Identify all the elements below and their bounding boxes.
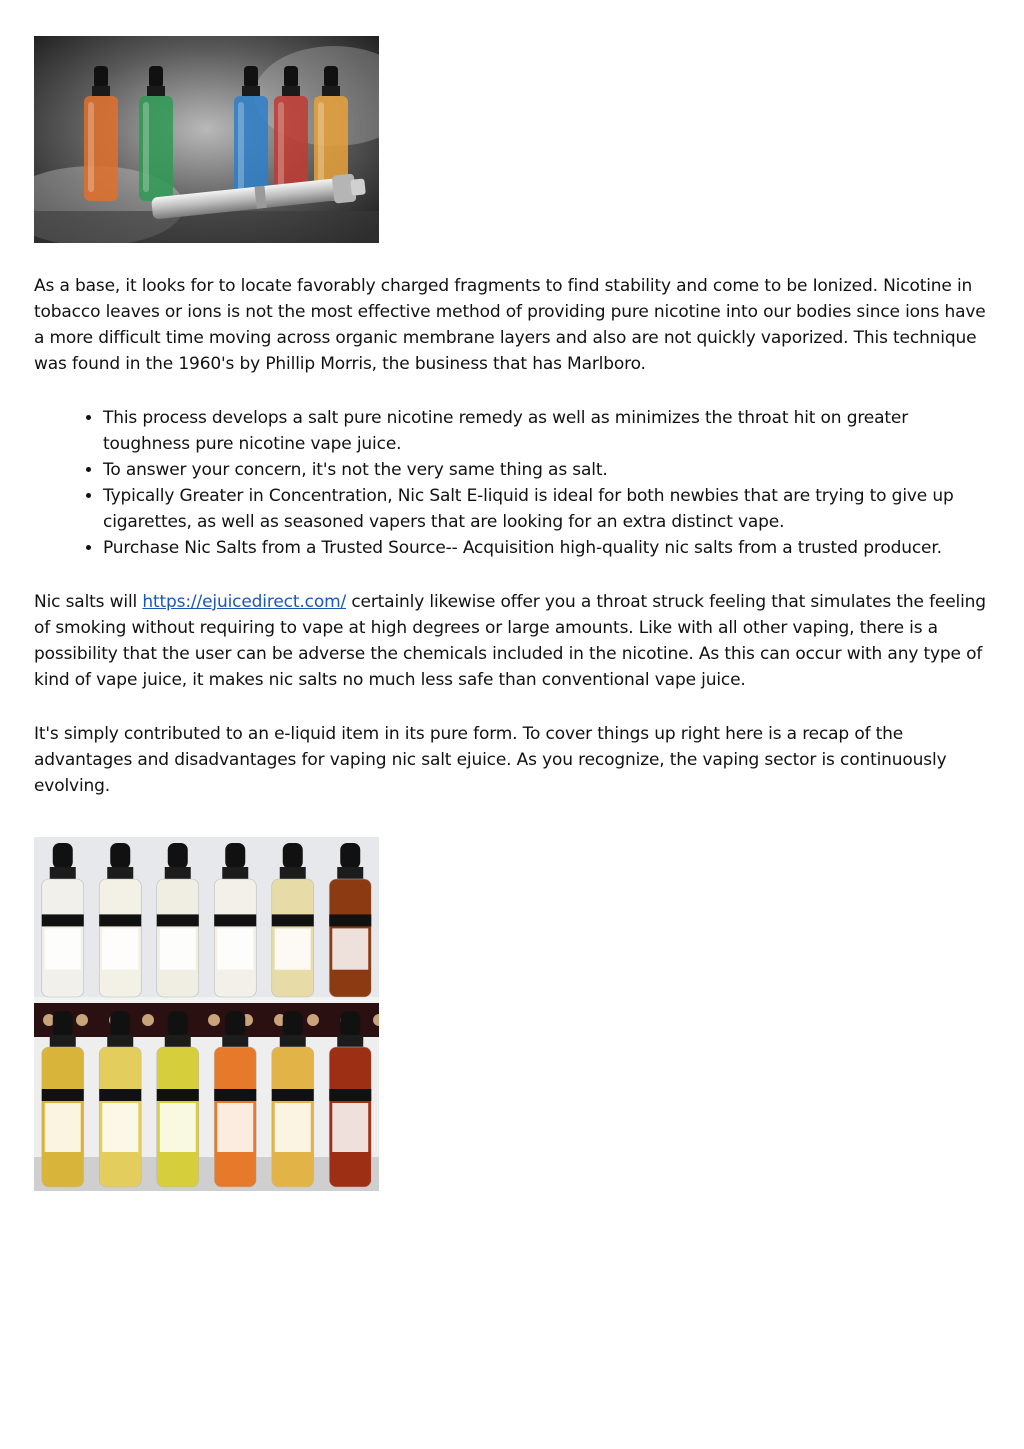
floral-dot xyxy=(208,1014,220,1026)
paragraph-text-before-link: Nic salts will xyxy=(34,592,143,612)
paragraph-nic-salts xyxy=(34,589,994,693)
paragraph-text-after-link: certainly likewise offer you a throat struck feeling that simulates the feeling of smoking without requiring to vape at high degrees or large amounts. Like with all other vaping, there is a possibility that the user can be adverse the chemicals included in the nicotine. As this can occur with any type of kind of vape juice, it makes nic salts no much less safe than conventional vape juice. xyxy=(34,592,986,690)
paragraph-intro: As a base, it looks for to locate favorably charged fragments to find stability and come to be Ionized. Nicotine in tobacco leaves or ions is not the most effective method of providing pure nicotine into our bodies since ions have a more difficult time moving across organic membrane layers and also are not quickly vaporized. This technique was found in the 1960's by Phillip Morris, the business that has Marlboro. xyxy=(34,276,986,374)
list-item: • Purchase Nic Salts from a Trusted Source-- Acquisition high-quality nic salts from a trusted producer. xyxy=(103,535,994,561)
vapor-chef-bottles-image xyxy=(34,837,379,1191)
floral-dot xyxy=(76,1014,88,1026)
list-item: • To answer your concern, it's not the very same thing as salt. xyxy=(103,457,994,483)
ejuicedirect-link[interactable]: https://ejuicedirect.com/ xyxy=(142,592,347,612)
list-item: • Typically Greater in Concentration, Nic Salt E-liquid is ideal for both newbies that are trying to give up cigarettes, as well as seasoned vapers that are looking for an extra distinct vape. xyxy=(103,483,994,535)
bullet-list xyxy=(34,405,994,561)
floral-dot xyxy=(142,1014,154,1026)
document-page xyxy=(34,36,994,1191)
paragraph-summary: It's simply contributed to an e-liquid item in its pure form. To cover things up right here is a recap of the advantages and disadvantages for vaping nic salt ejuice. As you recognize, the vaping sector is continuously evolving. xyxy=(34,724,947,796)
list-item: • This process develops a salt pure nicotine remedy as well as minimizes the throat hit on greater toughness pure nicotine vape juice. xyxy=(103,405,994,457)
floral-dot xyxy=(307,1014,319,1026)
vape-bottles-image xyxy=(34,36,379,243)
